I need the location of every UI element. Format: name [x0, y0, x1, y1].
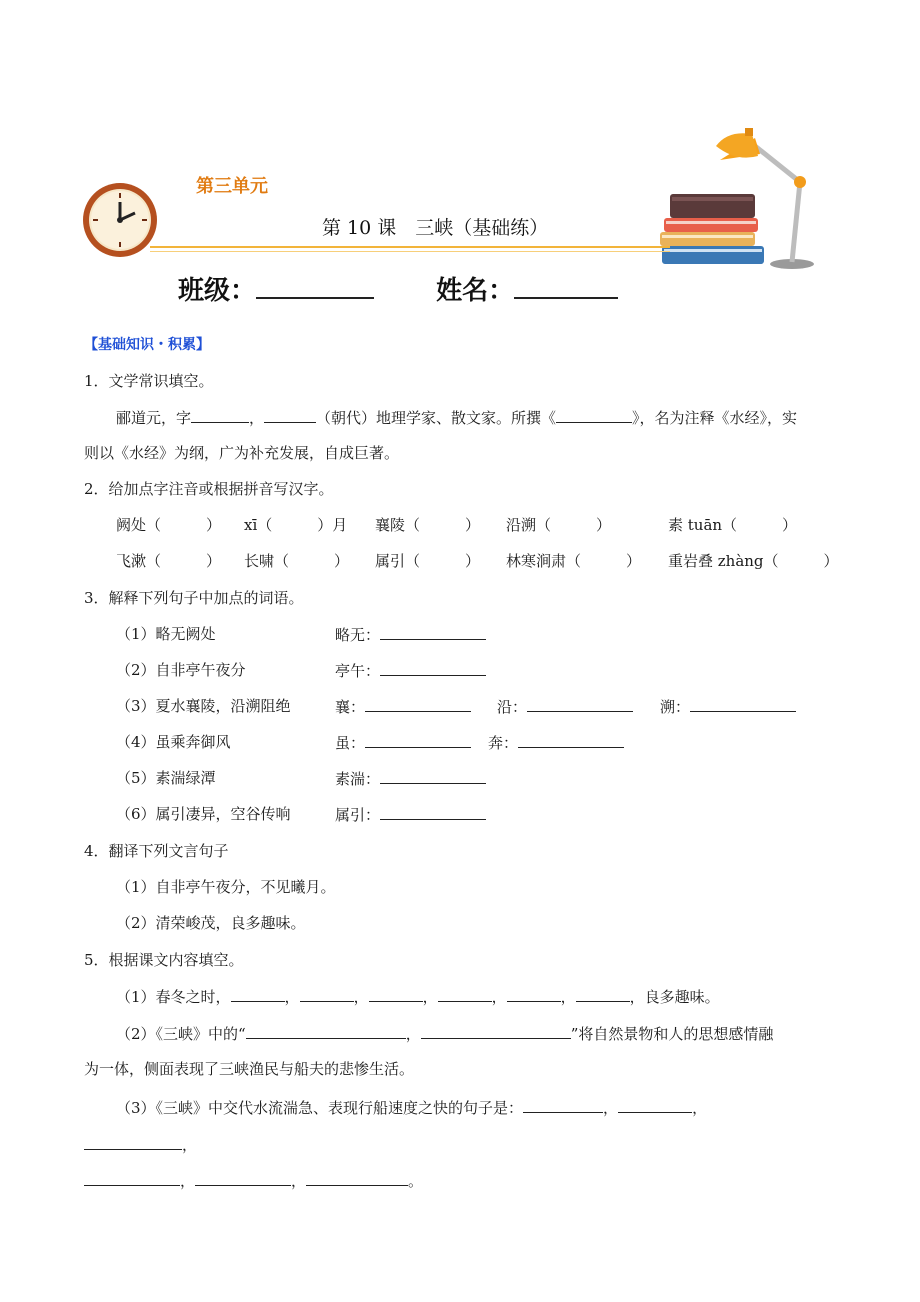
q3-term-5a: 素湍： [335, 768, 486, 789]
q3-blank[interactable] [380, 804, 486, 820]
header-rule [150, 246, 670, 248]
q3-term-4b: 奔： [488, 732, 624, 753]
q1-line2: 则以《水经》为纲，广为补充发展，自成巨著。 [84, 444, 400, 462]
q5-item-2-line2: 为一体，侧面表现了三峡渔民与船夫的悲惨生活。 [84, 1060, 415, 1078]
q5-blank[interactable] [507, 986, 561, 1002]
q2-r1-c2[interactable]: xī（ ）月 [244, 516, 348, 534]
q5-blank[interactable] [438, 986, 492, 1002]
q3-term-1a: 略无： [335, 624, 486, 645]
q4-item-2: （2）清荣峻茂，良多趣味。 [116, 914, 306, 932]
q1-blank-book[interactable] [556, 407, 632, 423]
q3-sentence-6: （6）属引凄异，空谷传响 [116, 805, 291, 823]
q5-blank[interactable] [300, 986, 354, 1002]
class-label: 班级： [178, 276, 257, 306]
unit-label: 第三单元 [196, 176, 268, 197]
q4-item-1: （1）自非亭午夜分，不见曦月。 [116, 878, 336, 896]
q1-blank-zi[interactable] [191, 407, 249, 423]
section-heading: 【基础知识・积累】 [84, 337, 210, 353]
class-name-line [178, 270, 618, 307]
q3-term-4a: 虽： [335, 732, 471, 753]
q3-term-3b: 沿： [497, 696, 633, 717]
q3-blank[interactable] [380, 624, 486, 640]
q2-r1-c1[interactable]: 阙处（ ） [116, 516, 222, 534]
q3-sentence-3: （3）夏水襄陵，沿溯阻绝 [116, 697, 291, 715]
q5-item-3-cont1: ， [84, 1134, 197, 1155]
q3-term-3c: 溯： [660, 696, 796, 717]
q3-blank[interactable] [527, 696, 633, 712]
q1-line1: 郦道元，字 ， （朝代）地理学家、散文家。所撰《 》，名为注释《水经》，实 [116, 409, 798, 427]
q3-sentence-1: （1）略无阙处 [116, 625, 216, 643]
header-rule-thin [150, 251, 670, 252]
q3-blank[interactable] [380, 768, 486, 784]
q2-r2-c5[interactable]: 重岩叠 zhàng（ ） [668, 552, 839, 570]
q5-blank[interactable] [576, 986, 630, 1002]
q3-blank[interactable] [380, 660, 486, 676]
q5-blank[interactable] [231, 986, 285, 1002]
q5-blank[interactable] [84, 1134, 182, 1150]
q5-item-3-cont2: ， ， 。 [84, 1170, 423, 1191]
q3-blank[interactable] [365, 696, 471, 712]
q2-r2-c3[interactable]: 属引（ ） [375, 552, 481, 570]
q5-blank[interactable] [246, 1023, 406, 1039]
q4-stem: 4．翻译下列文言句子 [84, 842, 229, 860]
q2-r1-c4[interactable]: 沿溯（ ） [506, 516, 612, 534]
q2-r2-c4[interactable]: 林寒涧肃（ ） [506, 552, 642, 570]
q1-stem: 1．文学常识填空。 [84, 372, 214, 390]
q3-term-6a: 属引： [335, 804, 486, 825]
q2-r2-c1[interactable]: 飞漱（ ） [116, 552, 222, 570]
q3-blank[interactable] [690, 696, 796, 712]
q2-stem: 2．给加点字注音或根据拼音写汉字。 [84, 480, 334, 498]
q2-r1-c3[interactable]: 襄陵（ ） [375, 516, 481, 534]
q5-item-3: （3）《三峡》中交代水流湍急、表现行船速度之快的句子是： ， ， [116, 1099, 708, 1117]
class-blank[interactable] [256, 275, 374, 299]
q3-sentence-4: （4）虽乘奔御风 [116, 733, 231, 751]
q3-sentence-2: （2）自非亭午夜分 [116, 661, 246, 679]
q5-stem: 5．根据课文内容填空。 [84, 951, 244, 969]
q2-r2-c2[interactable]: 长啸（ ） [244, 552, 350, 570]
q3-term-2a: 亭午： [335, 660, 486, 681]
lesson-title: 第 10 课 三峡（基础练） [322, 217, 549, 239]
q5-blank[interactable] [421, 1023, 571, 1039]
name-blank[interactable] [514, 275, 618, 299]
q3-stem: 3．解释下列句子中加点的词语。 [84, 589, 304, 607]
clock-icon [80, 180, 160, 260]
q5-blank[interactable] [523, 1097, 603, 1113]
q3-sentence-5: （5）素湍绿潭 [116, 769, 216, 787]
q5-blank[interactable] [369, 986, 423, 1002]
q3-blank[interactable] [518, 732, 624, 748]
q5-blank[interactable] [618, 1097, 692, 1113]
q1-blank-chaodai[interactable] [264, 407, 316, 423]
q5-item-2-line1: （2）《三峡》中的“ ， ”将自然景物和人的思想感情融 [116, 1025, 774, 1043]
q5-item-1: （1）春冬之时， ， ， ， ， ， ，良多趣味。 [116, 988, 720, 1006]
q5-blank[interactable] [195, 1170, 291, 1186]
q5-blank[interactable] [84, 1170, 180, 1186]
name-label: 姓名： [436, 276, 515, 306]
books-lamp-illustration [650, 120, 825, 270]
q3-blank[interactable] [365, 732, 471, 748]
q5-blank[interactable] [306, 1170, 408, 1186]
q3-term-3a: 襄： [335, 696, 471, 717]
q2-r1-c5[interactable]: 素 tuān（ ） [668, 516, 798, 534]
